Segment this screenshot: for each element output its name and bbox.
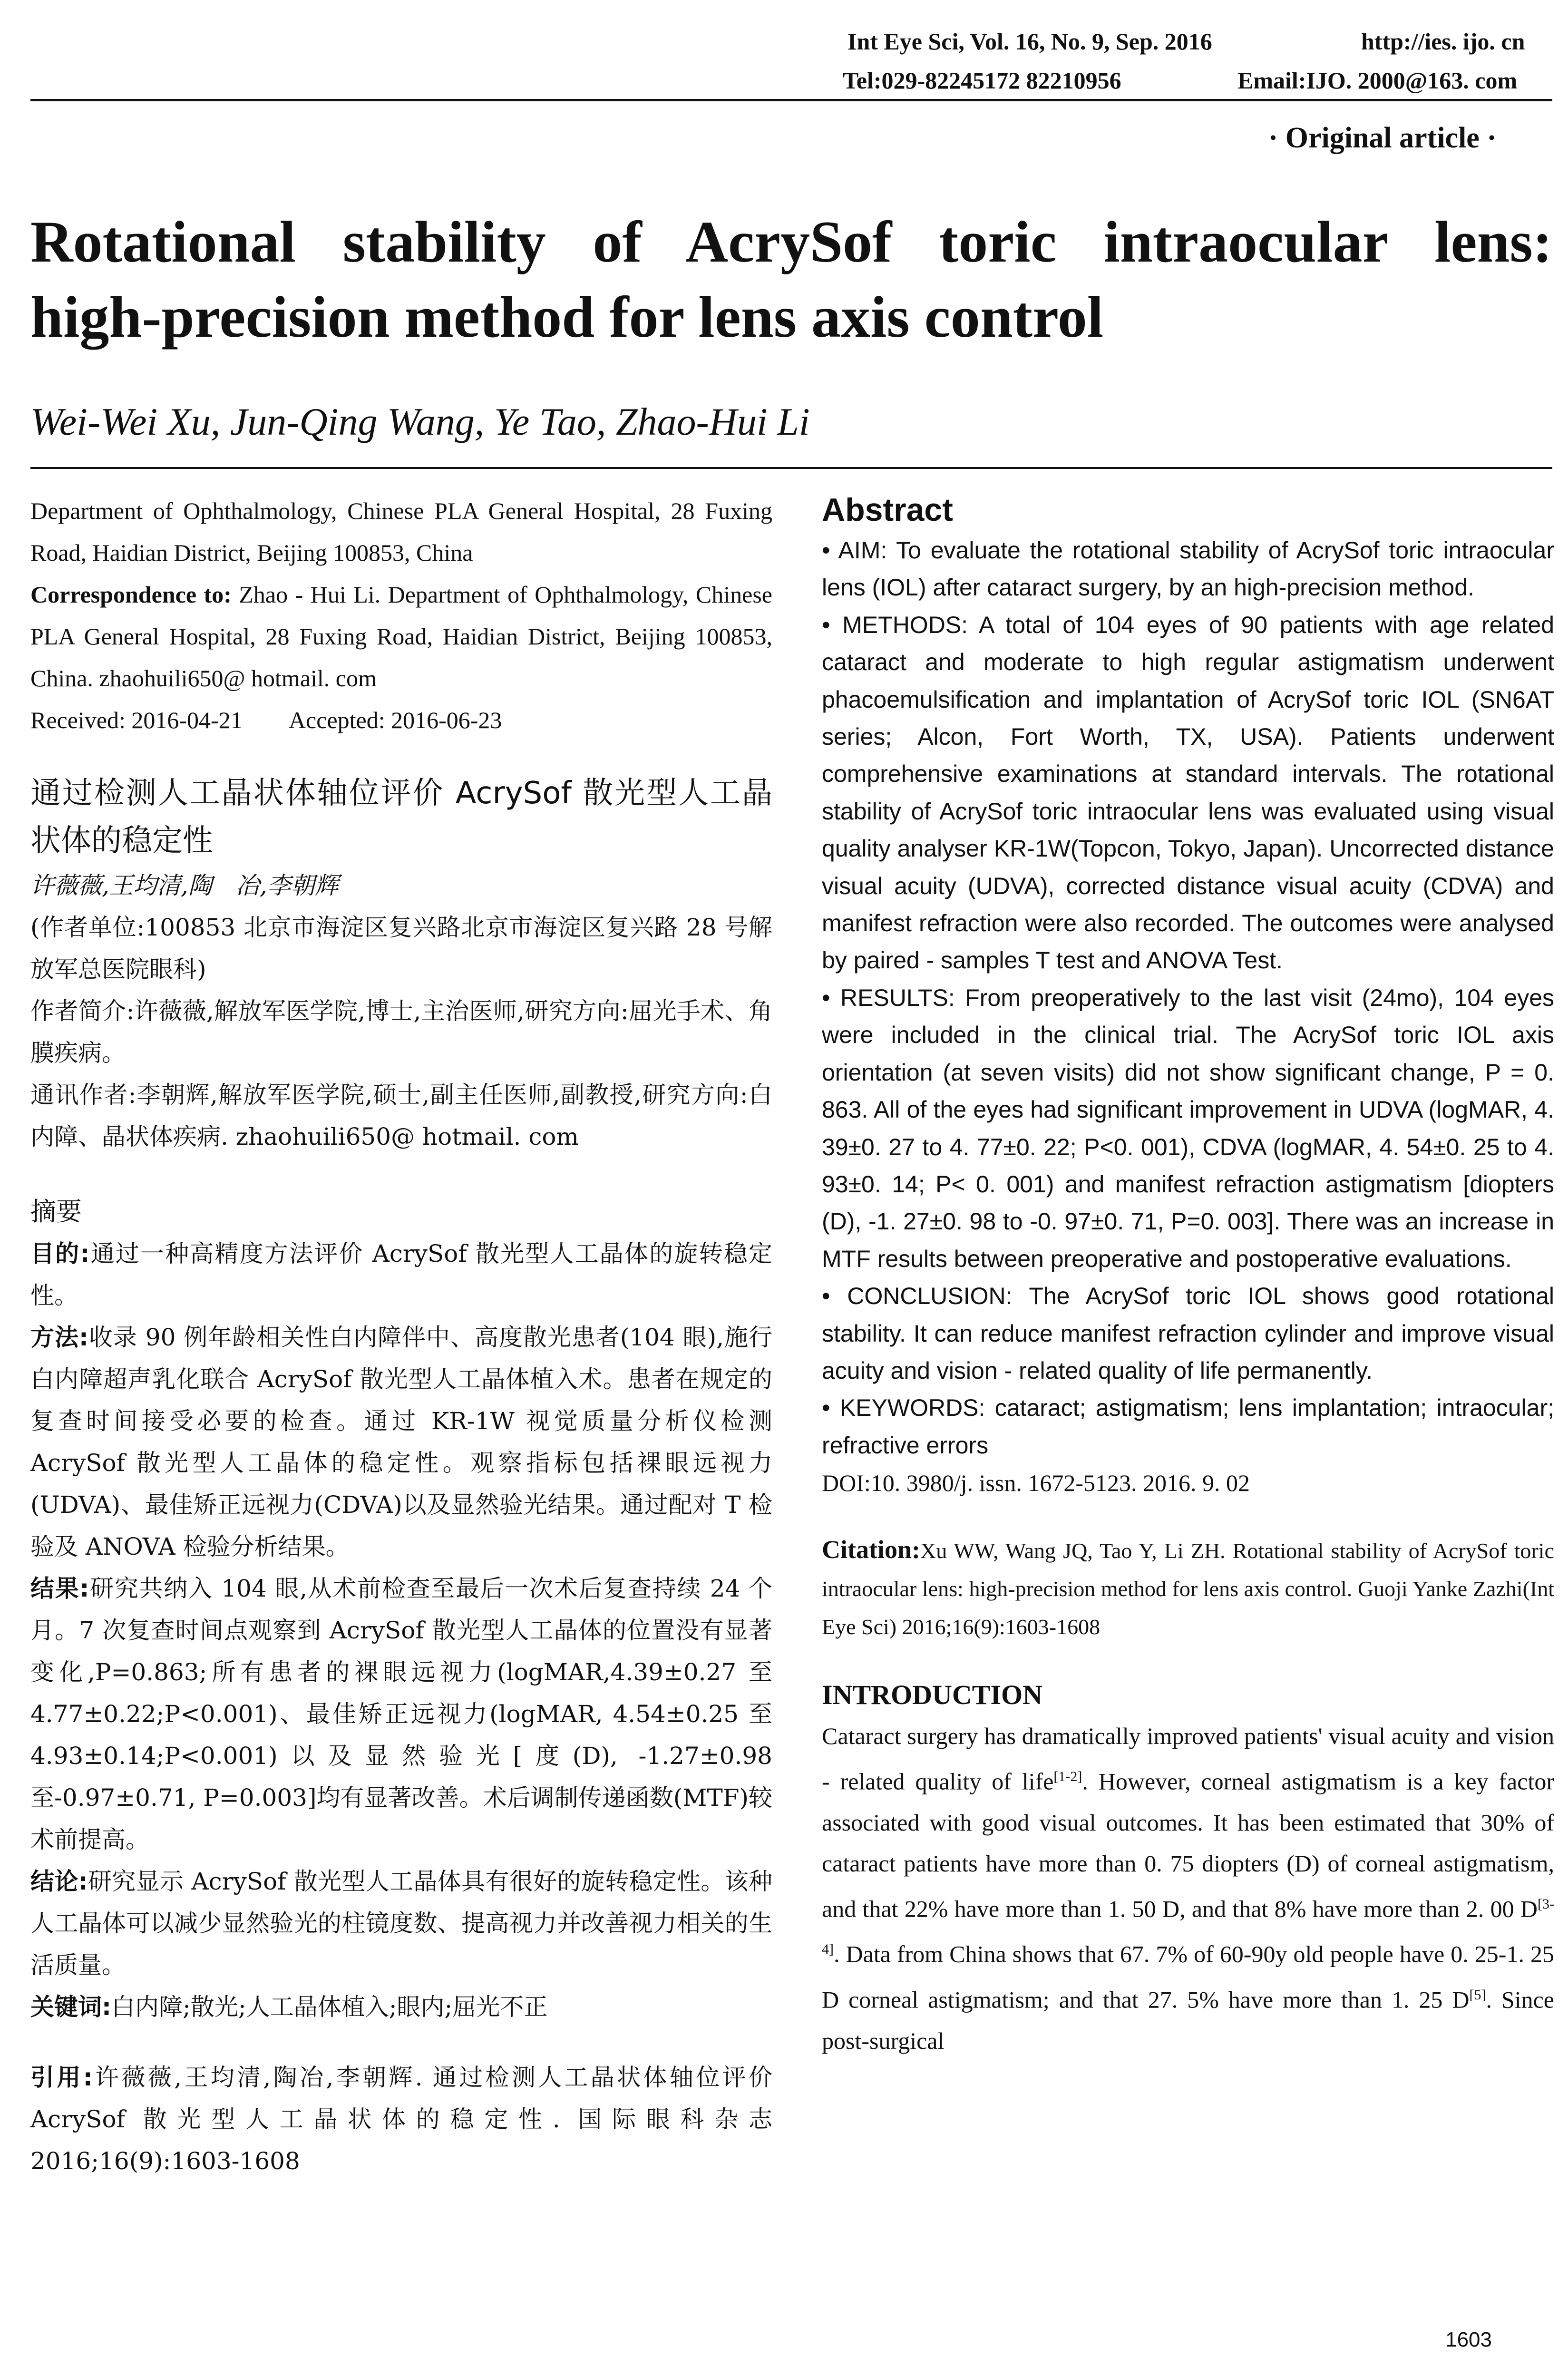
correspondence-text: Zhao - Hui Li. Department of Ophthalmology, Chinese PLA General Hospital, 28 Fuxing Road, Haidian District, Beijing 100853, China. zhaohuili650@ hotmail. com [30,581,772,692]
abstract-keywords: • KEYWORDS: cataract; astigmatism; lens implantation; intraocular; refractive errors [822,1394,1554,1459]
cn-aim [30,1233,772,1316]
cn-citation [30,2056,772,2182]
article-title [30,205,1552,355]
cn-bio: 作者简介:许薇薇,解放军医学院,博士,主治医师,研究方向:屈光手术、角膜疾病。 [30,997,772,1067]
abstract-heading: Abstract [822,492,953,528]
intro-ref-2[interactable]: [3-4] [822,1896,1554,1958]
title-rule [30,467,1552,469]
received-date: Received: 2016-04-21 [30,707,243,733]
cn-results-label: 结果: [30,1575,89,1602]
left-column [30,490,772,2182]
journal-tel: Tel:029-82245172 82210956 [843,67,1121,94]
cn-results [30,1568,772,1861]
intro-part-3: . Data from China shows that 67. 7% of 60-90y old people have 0. 25-1. 25 D corneal astigmatism; and that 27. 5% have more than 1. 25 D [822,1941,1554,2013]
correspondence [30,574,772,699]
journal-url[interactable]: http://ies. ijo. cn [1361,28,1525,55]
abstract-results: • RESULTS: From preoperatively to the last visit (24mo), 104 eyes were included in the clinical trial. The AcrySof toric IOL axis orientation (at seven visits) did not show significant change, P = 0. 863. All of the eyes had significant improvement in UDVA (logMAR, 4. 39±0. 27 to 4. 77±0. 22; P<0. 001), CDVA (logMAR, 4. 54±0. 25 to 4. 93±0. 14; P< 0. 001) and manifest refraction astigmatism [diopters (D), -1. 27±0. 98 to -0. 97±0. 71, P=0. 003]. There was an increase in MTF results between preoperative and postoperative evaluations. [822,984,1554,1272]
intro-part-2: . However, corneal astigmatism is a key factor associated with good visual outcomes. It has been estimated that 30% of cataract patients have more than 0. 75 diopters (D) of corneal astigmatism, and that 22% have more than 1. 50 D, and that 8% have more than 2. 00 D [822,1768,1554,1922]
cn-aim-text: 通过一种高精度方法评价 AcrySof 散光型人工晶体的旋转稳定性。 [30,1240,772,1309]
cn-unit: (作者单位:100853 北京市海淀区复兴路北京市海淀区复兴路 28 号解放军总医院眼科) [30,914,772,983]
introduction-heading: INTRODUCTION [822,1679,1043,1711]
doi[interactable]: DOI:10. 3980/j. issn. 1672-5123. 2016. 9. 02 [822,1470,1250,1497]
accepted-date: Accepted: 2016-06-23 [288,707,502,733]
affiliation: Department of Ophthalmology, Chinese PLA General Hospital, 28 Fuxing Road, Haidian District, Beijing 100853, China [30,497,772,566]
intro-ref-3[interactable]: [5] [1469,1987,1486,2003]
abstract-aim: • AIM: To evaluate the rotational stability of AcrySof toric intraocular lens (IOL) after cataract surgery, by an high-precision method. [822,537,1554,601]
page-number: 1603 [1445,2328,1492,2351]
introduction-text [822,1715,1554,2061]
author-list: Wei-Wei Xu, Jun-Qing Wang, Ye Tao, Zhao-Hui Li [30,400,810,443]
cn-keywords [30,1986,772,2028]
title-line-2: high-precision method for lens axis control [30,284,1104,350]
dates [30,699,772,741]
abstract-conclusion: • CONCLUSION: The AcrySof toric IOL shows good rotational stability. It can reduce manifest refraction cylinder and improve visual acuity and vision - related quality of life permanently. [822,1283,1554,1384]
correspondence-label: Correspondence to: [30,581,232,608]
intro-ref-1[interactable]: [1-2] [1053,1769,1082,1785]
citation-label: Citation: [822,1535,920,1564]
cn-keywords-label: 关键词: [30,1993,111,2021]
right-column [822,490,1554,2061]
abstract-methods: • METHODS: A total of 104 eyes of 90 patients with age related cataract and moderate to high regular astigmatism underwent phacoemulsification and implantation of AcrySof toric IOL (SN6AT series; Alcon, Fort Worth, TX, USA). Patients underwent comprehensive examinations at standard intervals. The rotational stability of AcrySof toric intraocular lens was evaluated using visual quality analyser KR-1W(Topcon, Tokyo, Japan). Uncorrected distance visual acuity (UDVA), corrected distance visual acuity (CDVA) and manifest refraction were also recorded. The outcomes were analysed by paired - samples T test and ANOVA Test. [822,611,1554,974]
cn-conclusion-label: 结论: [30,1868,88,1895]
cn-methods-text: 收录 90 例年龄相关性白内障伴中、高度散光患者(104 眼),施行白内障超声乳化联合 AcrySof 散光型人工晶体植入术。患者在规定的复查时间接受必要的检查。通过 KR-1W 视觉质量分析仪检测 AcrySof 散光型人工晶体的稳定性。观察指标包括裸眼远视力(UDVA)、最佳矫正远视力(CDVA)以及显然验光结果。通过配对 T 检验及 ANOVA 检验分析结果。 [30,1324,772,1560]
cn-corresponding: 通讯作者:李朝辉,解放军医学院,硕士,副主任医师,副教授,研究方向:白内障、晶状体疾病. zhaohuili650@ hotmail. com [30,1081,772,1150]
cn-conclusion [30,1861,772,1986]
cn-conclusion-text: 研究显示 AcrySof 散光型人工晶体具有很好的旋转稳定性。该种人工晶体可以减少显然验光的柱镜度数、提高视力并改善视力相关的生活质量。 [30,1868,772,1979]
cn-abstract-heading: 摘要 [30,1197,82,1227]
cn-methods [30,1316,772,1568]
citation [822,1530,1554,1646]
citation-text: Xu WW, Wang JQ, Tao Y, Li ZH. Rotational stability of AcrySof toric intraocular lens: high-precision method for lens axis control. Guoji Yanke Zazhi(Int Eye Sci) 2016;16(9):1603-1608 [822,1539,1554,1639]
title-line-1: Rotational stability of AcrySof toric intraocular lens: [30,209,1552,274]
article-type: · Original article · [1268,122,1497,154]
intro-part-4: . Since post-surgical [822,1986,1554,2054]
cn-results-text: 研究共纳入 104 眼,从术前检查至最后一次术后复查持续 24 个月。7 次复查时间点观察到 AcrySof 散光型人工晶体的位置没有显著变化,P=0.863;所有患者的裸眼远视力(logMAR,4.39±0.27 至 4.77±0.22;P<0.001)、最佳矫正远视力(logMAR, 4.54±0.25 至 4.93±0.14;P<0.001)以及显然验光[度(D), -1.27±0.98 至-0.97±0.71, P=0.003]均有显著改善。术后调制传递函数(MTF)较术前提高。 [30,1575,772,1853]
journal-info: Int Eye Sci, Vol. 16, No. 9, Sep. 2016 [847,28,1212,55]
cn-citation-label: 引用: [30,2064,93,2091]
cn-citation-text: 许薇薇,王均清,陶冶,李朝辉. 通过检测人工晶状体轴位评价 AcrySof 散光型人工晶状体的稳定性. 国际眼科杂志 2016;16(9):1603-1608 [30,2064,772,2175]
intro-part-1: Cataract surgery has dramatically improved patients' visual acuity and vision - related quality of life [822,1723,1554,1795]
journal-email[interactable]: Email:IJO. 2000@163. com [1237,67,1518,94]
cn-methods-label: 方法: [30,1324,88,1351]
cn-aim-label: 目的: [30,1240,90,1267]
cn-authors: 许薇薇,王均清,陶 冶,李朝辉 [30,872,339,899]
header-rule [30,99,1552,101]
cn-title: 通过检测人工晶状体轴位评价 AcrySof 散光型人工晶状体的稳定性 [30,776,772,858]
cn-keywords-text: 白内障;散光;人工晶体植入;眼内;屈光不正 [111,1993,548,2021]
